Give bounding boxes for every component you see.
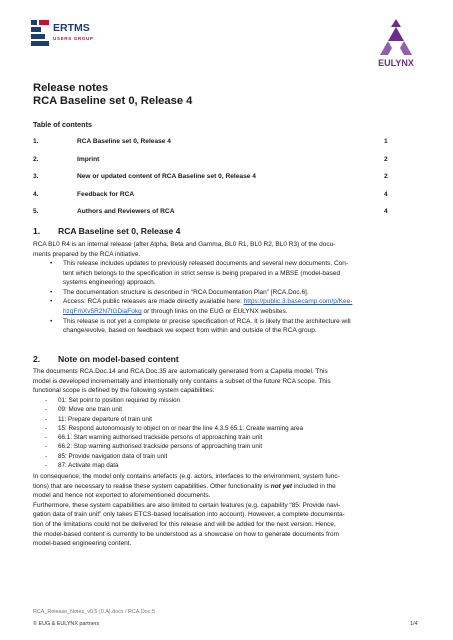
footer-filename: RCA_Release_Notes_v0.5 (0.A).docx / RCA.Doc.5 <box>33 609 155 615</box>
toc-entry-page: 4 <box>384 208 388 215</box>
toc-entry-title[interactable]: Feedback for RCA <box>77 190 135 198</box>
text-line: functional scope is defined by the following system capabilities: <box>33 387 215 395</box>
capability-item: - 11: Prepare departure of train unit <box>33 415 427 424</box>
bullet-item <box>33 259 427 288</box>
toc-entry-number: 2. <box>33 155 39 163</box>
section-2-paragraph-2 <box>33 472 427 549</box>
toc-entry-title[interactable]: Imprint <box>77 155 100 163</box>
text-line: the model-based content is currently to be understood as a showcase on how to generate documents from <box>33 530 340 538</box>
toc-entry[interactable] <box>33 138 393 156</box>
text-fragment: tions) that are necessary to realise these system capabilities. Other functionality is <box>33 482 271 490</box>
bullet-item <box>33 288 427 298</box>
emphasis-text: not yet <box>270 482 293 490</box>
text-fragment: or through links on the EUG or EULYNX websites. <box>141 307 288 315</box>
text-line: systems engineering) approach. <box>63 279 156 287</box>
text-line: tion of the limitations could not be delivered for this release and will be added for the next version. Hence, <box>33 520 336 528</box>
ertms-logo-text: ERTMS <box>53 22 90 34</box>
text-line: ments prepared by the RCA initiative. <box>33 250 141 258</box>
section-2-number: 2. <box>33 354 41 364</box>
capability-item: - 09: Move one train unit <box>33 405 427 414</box>
eulynx-logo-text: EULYNX <box>378 58 414 68</box>
toc-entry[interactable] <box>33 173 393 191</box>
toc-entry[interactable] <box>33 191 393 209</box>
toc-entry-title[interactable]: RCA Baseline set 0, Release 4 <box>77 138 171 145</box>
text-line: tent which belongs to the specification in strict sense is being prepared in a MBSE (model-based <box>63 269 341 277</box>
capability-item: - 87: Activate map data <box>33 461 427 470</box>
section-2-heading <box>33 354 179 364</box>
toc-entry-number: 5. <box>33 208 39 215</box>
capability-item: - 66.2: Stop warning authorised trackside persons of approaching train unit <box>33 442 427 451</box>
text-fragment: Access: RCA public releases are made directly available here: <box>63 298 244 306</box>
text-line: • This release includes updates to previously released documents and several new documents. Con- <box>63 260 349 267</box>
text-line: In consequence, the model only contains artefacts (e.g. actors, interfaces to the environment, system func- <box>33 473 340 480</box>
footer-page-number: 1/4 <box>410 621 418 627</box>
toc-entry-title[interactable]: New or updated content of RCA Baseline set 0, Release 4 <box>77 173 256 180</box>
capability-list <box>33 396 427 470</box>
capability-item: - 85: Provide navigation data of train unit <box>33 452 427 461</box>
ertms-users-group-logo <box>31 18 111 50</box>
basecamp-link-continued[interactable]: hzqFmXv5R2N7tGDiaFokg <box>63 307 142 315</box>
text-line: RCA BL0 R4 is an internal release (after Alpha, Beta and Gamma, BL0 R1, BL0 R2, BL0 R3) of the docu- <box>33 241 336 248</box>
table-of-contents <box>33 138 393 226</box>
title-line-1: Release notes <box>33 82 109 94</box>
section-1-heading <box>33 226 180 236</box>
ertms-logo-subtext: USERS GROUP <box>53 36 94 41</box>
basecamp-link[interactable]: https://public.3.basecamp.com/p/Kee- <box>243 298 353 306</box>
toc-entry-number: 3. <box>33 173 39 180</box>
bullet-item <box>33 297 427 316</box>
section-1-intro <box>33 240 427 259</box>
text-line: change/evolve, based on feedback we expect from within and outside of the RCA group. <box>63 327 317 335</box>
toc-entry[interactable] <box>33 156 393 174</box>
text-line: model-based engineering content. <box>33 540 132 548</box>
title-line-2: RCA Baseline set 0, Release 4 <box>33 95 193 107</box>
toc-entry[interactable] <box>33 208 393 226</box>
text-line: • The documentation structure is described in “RCA Documentation Plan” [RCA.Doc.6]. <box>63 288 309 296</box>
toc-entry-number: 4. <box>33 190 39 198</box>
toc-entry-page: 2 <box>384 173 388 180</box>
toc-entry-page: 2 <box>384 155 388 163</box>
document-title <box>33 82 192 108</box>
text-line: gation data of train unit” only takes ETCS-based localisation into account). However, a complete documenta- <box>33 511 345 519</box>
section-1-title: RCA Baseline set 0, Release 4 <box>58 226 181 236</box>
section-2-paragraph-1 <box>33 367 427 396</box>
toc-entry-title[interactable]: Authors and Reviewers of RCA <box>77 208 175 215</box>
text-line: The documents RCA.Doc.14 and RCA.Doc.35 are automatically generated from a Capella model. This <box>33 368 328 375</box>
toc-entry-number: 1. <box>33 138 39 145</box>
capability-item: - 15: Respond autonomously to object on or near the line 4.3.5 65.1: Create warning area <box>33 424 427 433</box>
section-1-bullets <box>33 259 427 336</box>
toc-entry-page: 4 <box>384 190 388 198</box>
section-2-title: Note on model-based content <box>58 354 179 364</box>
text-fragment: included in the <box>292 482 336 490</box>
text-line: • This release is not yet a complete or precise specification of RCA. It is likely that the architecture will <box>63 317 351 325</box>
eulynx-logo <box>368 13 424 69</box>
text-line: model and hence not exported to aforementioned documents. <box>33 492 211 500</box>
footer-copyright: © EUG & EULYNX partners <box>33 621 100 627</box>
text-line: model is developed incrementally and intentionally only contains a subset of the future RCA scope. This <box>33 377 331 385</box>
toc-entry-page: 1 <box>384 138 388 145</box>
capability-item: - 01: Set point to position required by mission <box>33 396 427 405</box>
capability-item: - 66.1: Start warning authorised trackside persons of approaching train unit <box>33 433 427 442</box>
section-1-number: 1. <box>33 226 41 236</box>
bullet-item <box>33 317 427 336</box>
toc-heading: Table of contents <box>33 120 92 129</box>
text-line: Furthermore, these system capabilities are also limited to certain features (e.g. capability “85: Provide navi- <box>33 501 341 509</box>
